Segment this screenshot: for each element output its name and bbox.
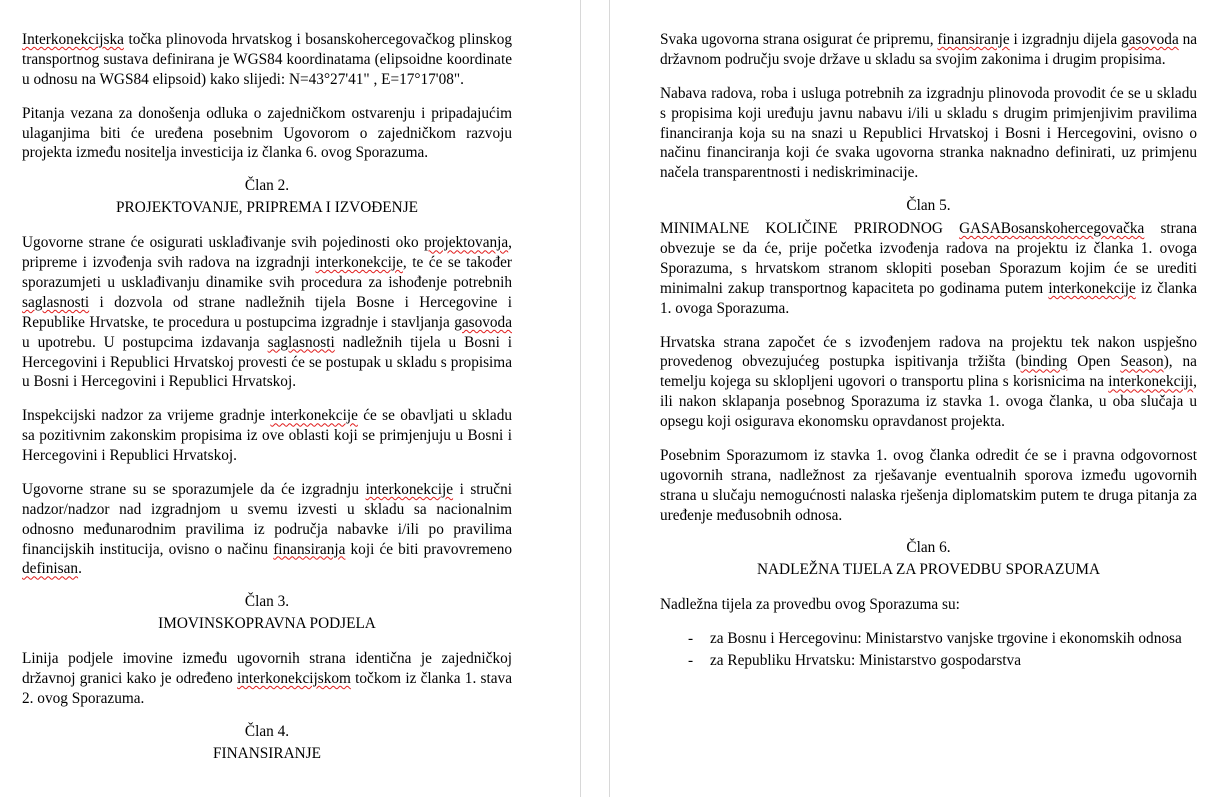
article-4-title: Član 4. bbox=[244, 722, 290, 740]
article-4-subtitle: FINANSIRANJE bbox=[213, 744, 321, 762]
article-2-title: Član 2. bbox=[244, 177, 290, 195]
text-run: će se obavljati u skladu sa pozitivnim zakonskim propisima iz ove oblasti koji se primjenjuju u Bosni i Hercegovini i Republici Hrvatskoj. bbox=[22, 407, 512, 464]
list-item: - za Bosnu i Hercegovinu: Ministarstvo vanjske trgovine i ekonomskih odnosa bbox=[688, 629, 1197, 649]
authorities-list bbox=[660, 629, 1197, 671]
spellcheck-word: gasovoda bbox=[1120, 31, 1179, 48]
article-3-subtitle: IMOVINSKOPRAVNA PODJELA bbox=[158, 615, 376, 633]
paragraph-group-financing bbox=[660, 30, 1197, 183]
spellcheck-word: Season bbox=[1120, 353, 1164, 371]
left-page-body bbox=[22, 30, 512, 763]
text-run: i stručni nadzor/nadzor nad izgradnjom u svemu izvesti u skladu sa nacionalnim odnosno međunarodnim pravilima iz područja nabavke i/ili po pravilima financijskih institucija, ovisno o načinu bbox=[22, 480, 512, 558]
article-5-title: Član 5. bbox=[906, 197, 951, 215]
text-run: u upotrebu. U postupcima izdavanja bbox=[22, 333, 268, 351]
spellcheck-word: binding bbox=[1020, 353, 1068, 371]
article-6-title: Član 6. bbox=[906, 539, 951, 557]
paragraph bbox=[660, 30, 1197, 70]
article-2-subtitle: PROJEKTOVANJE, PRIPREMA I IZVOĐENJE bbox=[115, 199, 418, 217]
page-gutter-divider bbox=[580, 0, 610, 797]
text-run: Posebnim Sporazumom iz stavka 1. ovog članka odredit će se i pravna odgovornost ugovornih strana, nadležnost za rješavanje eventualnih sporova između ugovornih strana u slučaju nemogućnosti nalaska rješenja diplomatskim putem te druga pitanja za uređenje međusobnih odnosa. bbox=[660, 446, 1197, 524]
text-run: Svaka ugovorna strana osigurat će pripremu, bbox=[660, 31, 938, 48]
spellcheck-word: saglasnosti bbox=[267, 333, 335, 351]
text-run: , te će se također sporazumjeti u usklađivanju dinamike svih procedura za ishođenje potrebnih bbox=[22, 254, 512, 291]
paragraph bbox=[22, 649, 512, 709]
text-run: , pripreme i izvođenja svih radova na izgradnji bbox=[22, 234, 512, 272]
text-run: točkom iz članka 1. stava 2. ovog Sporazuma. bbox=[22, 670, 512, 707]
paragraph bbox=[22, 30, 512, 90]
spellcheck-word: finansiranje bbox=[937, 31, 1010, 48]
text-run: i dozvola od strane nadležnih tijela Bosne i Hercegovine i Republike Hrvatske, te procedura u postupcima izgradnje i stavljanja bbox=[22, 293, 512, 331]
spellcheck-word: interkonekcijskom bbox=[237, 670, 351, 688]
spellcheck-word: Bosanskohercegovačka bbox=[1000, 220, 1145, 238]
page-right bbox=[610, 0, 1227, 797]
spellcheck-word: interkonekcije bbox=[1048, 279, 1136, 297]
list-item: - za Republiku Hrvatsku: Ministarstvo gospodarstva bbox=[688, 651, 1197, 671]
page-left bbox=[0, 0, 580, 797]
article-2-body bbox=[22, 233, 512, 579]
text-run: na državnom području svoje države u skladu sa svojim zakonima i drugim propisima. bbox=[660, 31, 1198, 68]
text-run: Ugovorne strane će osigurati usklađivanje svih pojedinosti oko bbox=[22, 234, 425, 252]
spellcheck-word: interkonekciji bbox=[1108, 373, 1194, 391]
article-5-body bbox=[660, 219, 1197, 525]
right-page-body bbox=[660, 30, 1197, 671]
paragraph bbox=[22, 233, 512, 392]
text-run: ), na temelju kojega su sklopljeni ugovori o transportu plina s korisnicima na bbox=[660, 353, 1197, 391]
text-run: . bbox=[78, 560, 82, 578]
paragraph bbox=[660, 219, 1197, 318]
spellcheck-word: saglasnosti bbox=[22, 293, 90, 311]
paragraph bbox=[22, 480, 512, 579]
paragraph-group-intro bbox=[22, 30, 512, 163]
spellcheck-word: interkonekcije bbox=[270, 407, 358, 425]
text-run: Hrvatska strana započet će s izvođenjem radova na projektu tek nakon uspješno provedenog obvezujućeg postupka ispitivanja tržišta ( bbox=[660, 333, 1197, 371]
text-run: MINIMALNE KOLIČINE PRIRODNOG bbox=[660, 220, 960, 238]
article-3-title: Član 3. bbox=[244, 593, 290, 611]
article-6-intro: Nadležna tijela za provedbu ovog Sporazuma su: bbox=[660, 596, 960, 614]
paragraph bbox=[660, 333, 1197, 432]
article-3-body bbox=[22, 649, 512, 709]
paragraph bbox=[22, 406, 512, 466]
spellcheck-word: GASA bbox=[959, 220, 1001, 238]
paragraph bbox=[660, 446, 1197, 526]
spellcheck-word: finansiranja bbox=[273, 540, 346, 558]
text-run: koji će biti pravovremeno bbox=[345, 540, 512, 558]
article-6-subtitle: NADLEŽNA TIJELA ZA PROVEDBU SPORAZUMA bbox=[756, 561, 1101, 579]
paragraph bbox=[660, 84, 1197, 183]
text-run: Inspekcijski nadzor za vrijeme gradnje bbox=[22, 407, 271, 425]
text-run: Pitanja vezana za donošenja odluka o zajedničkom ostvarenju i pripadajućim ulaganjima biti će uređena posebnim Ugovorom o zajedničkom razvoju projekta između nositelja investicija iz članka 6. ovog Sporazuma. bbox=[22, 104, 512, 162]
text-run: Open bbox=[1067, 353, 1121, 371]
text-run: strana obvezuje se da će, prije početka izvođenja radova na projektu iz članka 1. ovoga Sporazuma, s hrvatskom stranom sklopiti poseban Sporazum kojim će se urediti minimalni zakup transportnog kapaciteta po godinama putem bbox=[660, 220, 1197, 297]
spellcheck-word: projektovanja bbox=[424, 234, 509, 252]
spellcheck-word: definisan bbox=[22, 560, 79, 578]
text-run: nadležnih tijela u Bosni i Hercegovini i Republici Hrvatskoj provesti će se postupak u skladu s propisima u Bosni i Hercegovini i Republici Hrvatskoj. bbox=[22, 333, 512, 391]
spellcheck-word: Interkonekcijska bbox=[22, 31, 124, 48]
text-run: , ili nakon sklapanja posebnog Sporazuma iz stavka 1. ovoga članka, u oba slučaja u opsegu koji osigurava ekonomsku opravdanost projekta. bbox=[660, 373, 1197, 430]
text-run: Nabava radova, roba i usluga potrebnih za izgradnju plinovoda provodit će se u skladu s propisima koji uređuju javnu nabavu i/ili u skladu s drugim primjenjivim pravilima financiranja koja su na snazi u Republici Hrvatskoj i Bosni i Hercegovini, ovisno o načinu financiranja koji će svaka ugovorna stranka naknadno definirati, uz primjenu načela transparentnosti i nediskriminacije. bbox=[660, 84, 1197, 182]
text-run: i izgradnju dijela bbox=[1009, 31, 1121, 48]
text-run: Linija podjele imovine između ugovornih strana identična je zajedničkoj državnoj granici kako je određeno bbox=[22, 650, 512, 688]
spellcheck-word: interkonekcije bbox=[365, 480, 454, 498]
text-run: točka plinovoda hrvatskog i bosanskohercegovačkog plinskog transportnog sustava definirana je WGS84 koordinatama (elipsoidne koordinate u odnosu na WGS84 elipsoid) kako slijedi: N=43°27'41" , E=17°17'08". bbox=[22, 31, 512, 88]
paragraph bbox=[22, 104, 512, 164]
text-run: iz članka 1. ovoga Sporazuma. bbox=[660, 279, 1197, 317]
text-run: Ugovorne strane su se sporazumjele da će izgradnju bbox=[22, 480, 366, 498]
spellcheck-word: gasovoda bbox=[454, 313, 512, 331]
spellcheck-word: interkonekcije bbox=[315, 254, 403, 272]
